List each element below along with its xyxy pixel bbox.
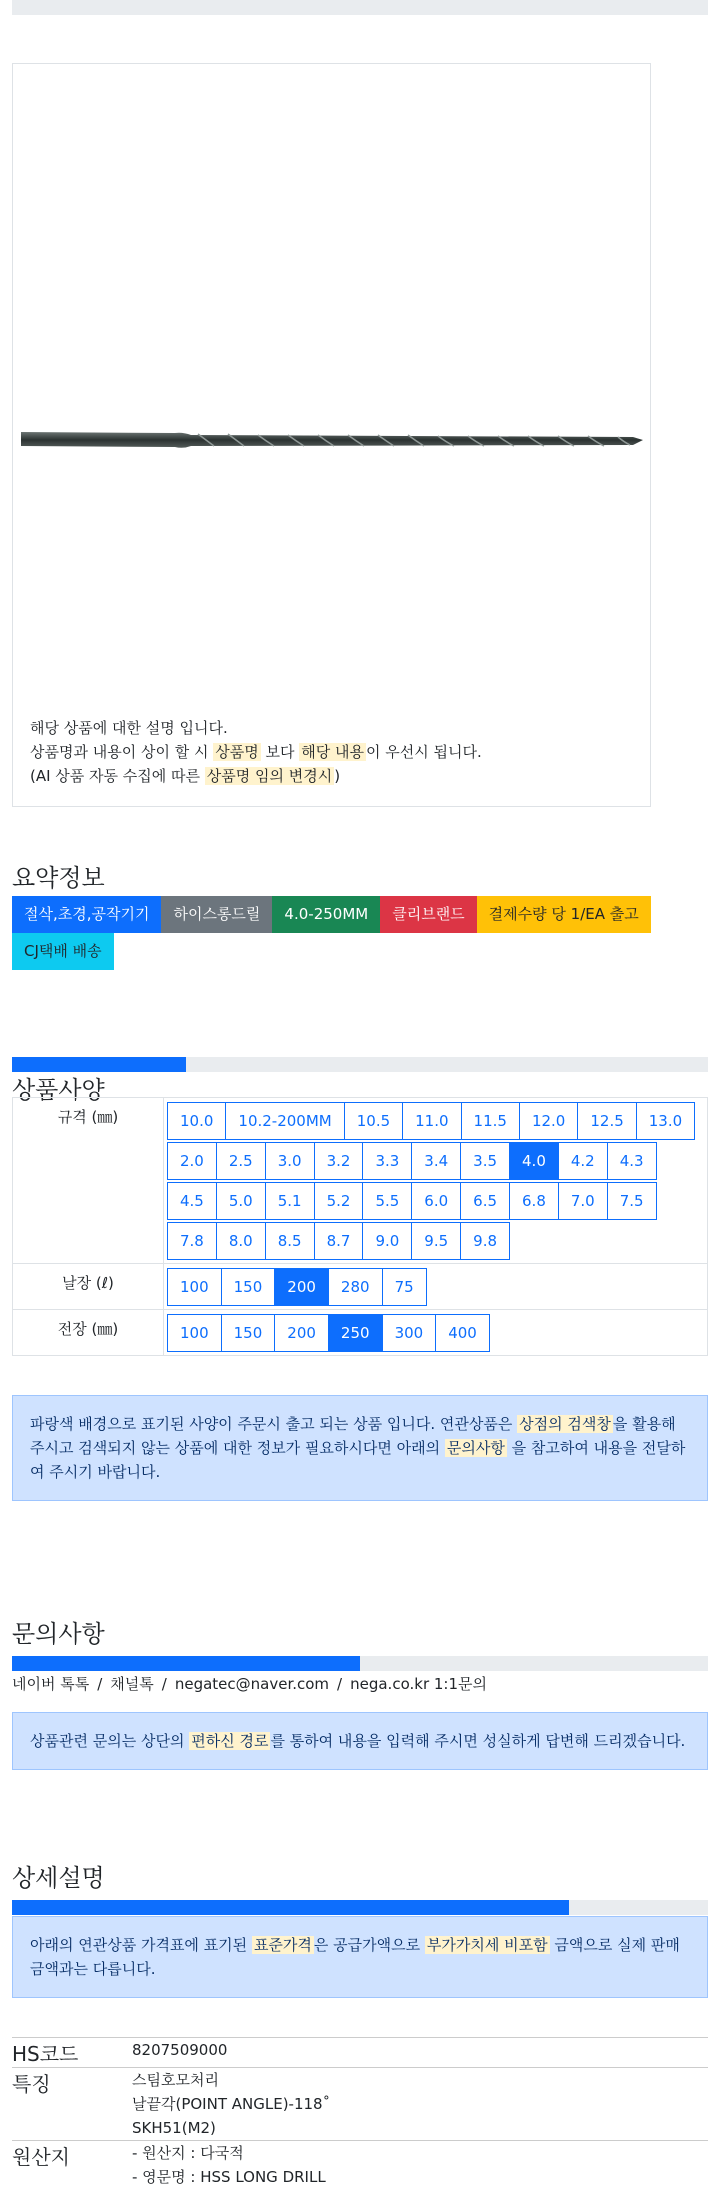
detail-key: HS코드	[12, 2042, 79, 2066]
spec-title: 상품사양	[12, 1076, 105, 1104]
separator: /	[337, 1675, 343, 1693]
image-note-text: 보다	[260, 743, 300, 761]
spec-option-button[interactable]: 6.8	[509, 1182, 559, 1220]
spec-option-button[interactable]: 5.5	[362, 1182, 412, 1220]
spec-options	[164, 1098, 707, 1263]
drill-image	[13, 424, 650, 454]
detail-key: 원산지	[12, 2145, 70, 2169]
spec-row	[13, 1264, 708, 1310]
image-note-text: )	[334, 767, 341, 785]
spec-option-button[interactable]: 3.5	[460, 1142, 510, 1180]
spec-option-button[interactable]: 5.1	[265, 1182, 315, 1220]
spec-option-button[interactable]: 4.3	[607, 1142, 657, 1180]
detail-row	[12, 2067, 708, 2140]
separator: /	[97, 1675, 103, 1693]
detail-row	[12, 2140, 708, 2189]
spec-option-button[interactable]: 2.0	[167, 1142, 217, 1180]
contact-channel-link[interactable]: negatec@naver.com	[174, 1675, 330, 1693]
inquiry-title: 문의사항	[12, 1620, 105, 1648]
spec-option-button[interactable]: 11.5	[461, 1102, 520, 1140]
highlight: 해당 내용	[301, 743, 364, 761]
spec-row	[13, 1310, 708, 1356]
spec-option-button[interactable]: 3.0	[265, 1142, 315, 1180]
spec-option-button[interactable]: 100	[167, 1314, 222, 1352]
detail-value-line: - 영문명 : HSS LONG DRILL	[132, 2168, 326, 2186]
inquiry-progress-fill	[12, 1656, 360, 1671]
spec-option-button[interactable]: 75	[382, 1268, 427, 1306]
spec-option-button[interactable]: 3.4	[411, 1142, 461, 1180]
detail-row	[12, 2037, 708, 2067]
spec-option-button[interactable]: 10.2-200MM	[225, 1102, 344, 1140]
spec-option-button[interactable]: 7.0	[558, 1182, 608, 1220]
highlight: 문의사항	[446, 1439, 505, 1457]
spec-option-button[interactable]: 10.0	[167, 1102, 226, 1140]
highlight: 편하신 경로	[191, 1732, 269, 1750]
notice-text: 금액으로 실제 판매금액과는 다릅니다.	[30, 1936, 680, 1978]
detail-value-line: 날끝각(POINT ANGLE)-118˚	[132, 2095, 331, 2113]
spec-option-button[interactable]: 5.0	[216, 1182, 266, 1220]
spec-option-button[interactable]: 3.3	[362, 1142, 412, 1180]
spec-option-button[interactable]: 12.0	[519, 1102, 578, 1140]
inquiry-notice	[12, 1712, 708, 1770]
detail-value-line: - 원산지 : 다국적	[132, 2144, 244, 2162]
notice-text: 를 통하여 내용을 입력해 주시면 성실하게 답변해 드리겠습니다.	[270, 1732, 686, 1750]
spec-row	[13, 1098, 708, 1264]
highlight: 표준가격	[253, 1936, 312, 1954]
notice-text: 을 활용해 주시고 검색되지 않는 상품에 대한 정보가 필요하시다면 아래의	[30, 1415, 676, 1457]
spec-option-button[interactable]: 300	[382, 1314, 437, 1352]
spec-option-button[interactable]: 9.5	[411, 1222, 461, 1260]
separator: /	[161, 1675, 167, 1693]
spec-option-button[interactable]: 150	[221, 1268, 276, 1306]
spec-option-button[interactable]: 11.0	[402, 1102, 461, 1140]
notice-text: 아래의 연관상품 가격표에 표기된	[30, 1936, 252, 1954]
spec-option-button[interactable]: 200	[274, 1268, 329, 1306]
contact-channel-link[interactable]: 채널톡	[110, 1675, 154, 1693]
spec-progress	[12, 1057, 708, 1072]
spec-label: 날장 (ℓ)	[13, 1264, 164, 1310]
spec-option-button[interactable]: 3.2	[314, 1142, 364, 1180]
spec-option-button[interactable]: 12.5	[577, 1102, 636, 1140]
notice-text: 파랑색 배경으로 표기된 사양이 주문시 출고 되는 상품 입니다. 연관상품은	[30, 1415, 518, 1433]
image-note-line1: 해당 상품에 대한 설명 입니다.	[30, 719, 228, 737]
spec-option-button[interactable]: 4.5	[167, 1182, 217, 1220]
summary-tag: CJ택배 배송	[12, 933, 114, 970]
spec-option-button[interactable]: 7.8	[167, 1222, 217, 1260]
detail-value	[132, 2038, 227, 2067]
spec-table	[12, 1097, 708, 1356]
summary-tags	[12, 896, 708, 970]
summary-tag: 4.0-250MM	[272, 896, 380, 933]
spec-label: 전장 (㎜)	[13, 1310, 164, 1356]
summary-tag: 하이스롱드릴	[161, 896, 272, 933]
spec-option-button[interactable]: 400	[435, 1314, 490, 1352]
notice-text: 을 참고하여 내용을 전달하여 주시기 바랍니다.	[30, 1439, 686, 1481]
contact-channel-link[interactable]: 네이버 톡톡	[12, 1675, 90, 1693]
detail-key: 특징	[12, 2072, 51, 2096]
detail-value	[132, 2141, 326, 2189]
notice-text: 은 공급가액으로	[313, 1936, 425, 1954]
image-note-text: 이 우선시 됩니다.	[365, 743, 482, 761]
spec-notice	[12, 1395, 708, 1501]
spec-option-button[interactable]: 200	[274, 1314, 329, 1352]
summary-tag: 결제수량 당 1/EA 출고	[477, 896, 651, 933]
detail-table	[12, 2037, 708, 2189]
spec-option-button[interactable]: 4.0	[509, 1142, 559, 1180]
detail-title: 상세설명	[12, 1864, 105, 1892]
spec-option-button[interactable]: 100	[167, 1268, 222, 1306]
spec-option-button[interactable]: 4.2	[558, 1142, 608, 1180]
spec-option-button[interactable]: 6.5	[460, 1182, 510, 1220]
spec-option-button[interactable]: 7.5	[607, 1182, 657, 1220]
spec-option-button[interactable]: 9.8	[460, 1222, 510, 1260]
summary-tag: 절삭,초경,공작기기	[12, 896, 161, 933]
highlight: 상점의 검색창	[519, 1415, 611, 1433]
image-note-line3	[30, 764, 482, 788]
summary-tag: 클리브랜드	[380, 896, 476, 933]
detail-value-line: 8207509000	[132, 2041, 228, 2059]
image-note-line2	[30, 740, 482, 764]
highlight: 부가가치세 비포함	[426, 1936, 548, 1954]
detail-progress-fill	[12, 1900, 569, 1915]
detail-value-line: 스팀호모처리	[132, 2071, 219, 2089]
spec-option-button[interactable]: 8.0	[216, 1222, 266, 1260]
detail-notice	[12, 1916, 708, 1998]
detail-value-line: SKH51(M2)	[132, 2119, 216, 2137]
spec-option-button[interactable]: 6.0	[411, 1182, 461, 1220]
spec-option-button[interactable]: 13.0	[636, 1102, 695, 1140]
spec-option-button[interactable]: 8.7	[314, 1222, 364, 1260]
highlight: 상품명 임의 변경시	[206, 767, 333, 785]
contact-channels	[12, 1673, 487, 1694]
spec-options	[164, 1310, 707, 1355]
spec-option-button[interactable]: 250	[328, 1314, 383, 1352]
spec-option-button[interactable]: 8.5	[265, 1222, 315, 1260]
detail-value	[132, 2068, 330, 2140]
spec-option-button[interactable]: 10.5	[344, 1102, 403, 1140]
inquiry-progress	[12, 1656, 708, 1671]
spec-options	[164, 1264, 707, 1309]
image-note-text: 상품명과 내용이 상이 할 시	[30, 743, 214, 761]
spec-option-button[interactable]: 150	[221, 1314, 276, 1352]
highlight: 상품명	[215, 743, 259, 761]
spec-option-button[interactable]: 2.5	[216, 1142, 266, 1180]
product-image-box	[12, 63, 651, 807]
spec-option-button[interactable]: 280	[328, 1268, 383, 1306]
spec-option-button[interactable]: 9.0	[362, 1222, 412, 1260]
spec-label: 규격 (㎜)	[13, 1098, 164, 1264]
detail-progress	[12, 1900, 708, 1915]
contact-channel-link[interactable]: nega.co.kr 1:1문의	[350, 1675, 487, 1693]
top-progress-bar	[12, 0, 708, 15]
image-note-text: (AI 상품 자동 수집에 따른	[30, 767, 205, 785]
spec-option-button[interactable]: 5.2	[314, 1182, 364, 1220]
notice-text: 상품관련 문의는 상단의	[30, 1732, 190, 1750]
summary-title: 요약정보	[12, 864, 105, 892]
image-description	[30, 716, 482, 788]
